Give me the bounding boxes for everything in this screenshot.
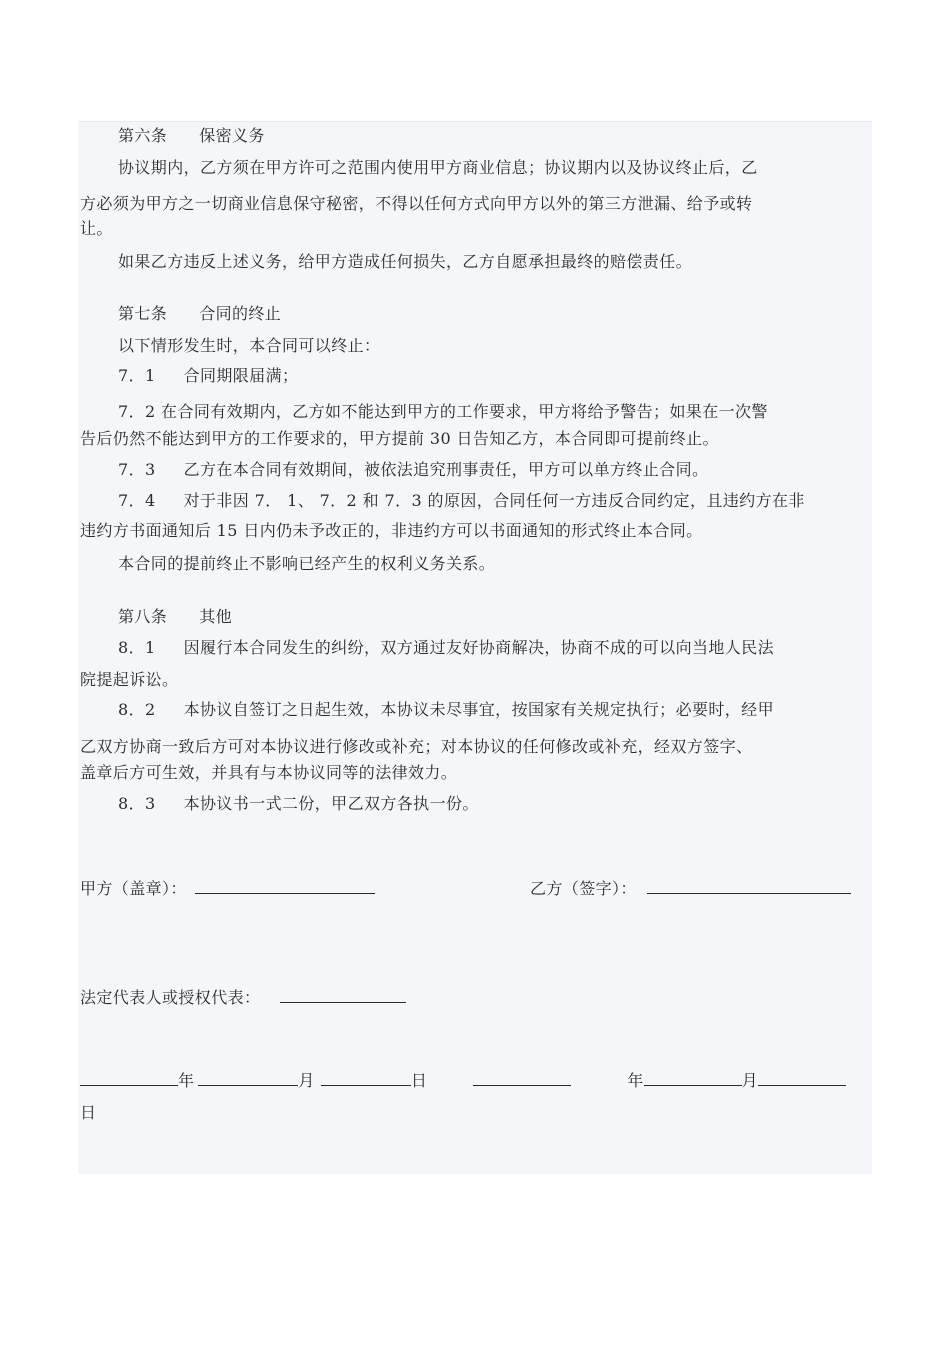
party-a-month-label: 月 <box>298 1071 315 1090</box>
article-7-number: 第七条 <box>118 304 168 323</box>
article-6-paragraph-1-line-1: 协议期内，乙方须在甲方许可之范围内使用甲方商业信息；协议期内以及协议终止后，乙 <box>118 158 758 177</box>
article-6-paragraph-1-line-2: 方必须为甲方之一切商业信息保守秘密，不得以任何方式向甲方以外的第三方泄漏、给予或转 <box>80 194 753 213</box>
article-7-title: 合同的终止 <box>199 304 282 323</box>
article-6-paragraph-2: 如果乙方违反上述义务，给甲方造成任何损失，乙方自愿承担最终的赔偿责任。 <box>118 252 693 271</box>
party-a-day-blank[interactable] <box>321 1071 411 1086</box>
article-8-number: 第八条 <box>118 607 168 626</box>
clause-8-2-line-2: 乙双方协商一致后方可对本协议进行修改或补充；对本协议的任何修改或补充，经双方签字、 <box>80 737 753 756</box>
party-a-seal-blank[interactable] <box>195 879 375 894</box>
party-b-day-label-wrapped: 日 <box>80 1103 97 1122</box>
clause-8-3-number: 8．3 <box>118 794 156 813</box>
party-a-year-blank[interactable] <box>80 1071 178 1086</box>
clause-8-2-line-3: 盖章后方可生效，并具有与本协议同等的法律效力。 <box>80 763 458 782</box>
party-a-day-label: 日 <box>410 1071 428 1090</box>
clause-8-3 <box>118 794 479 814</box>
party-b-month-blank[interactable] <box>644 1071 742 1086</box>
clause-8-1-line-1 <box>118 638 774 658</box>
party-b-sign-line <box>530 879 851 899</box>
clause-8-2-text: 本协议自签订之日起生效，本协议未尽事宜，按国家有关规定执行；必要时，经甲 <box>183 700 774 719</box>
party-b-sign-blank[interactable] <box>647 879 851 894</box>
clause-8-3-text: 本协议书一式二份，甲乙双方各执一份。 <box>183 794 479 813</box>
clause-7-3-number: 7．3 <box>118 460 156 479</box>
clause-7-4-number: 7．4 <box>118 491 156 510</box>
clause-8-1-line-2: 院提起诉讼。 <box>80 670 179 689</box>
clause-7-1-number: 7．1 <box>118 366 156 385</box>
article-7-heading <box>118 304 281 324</box>
clause-7-3 <box>118 460 708 480</box>
article-6-number: 第六条 <box>118 126 168 145</box>
clause-7-1 <box>118 366 298 386</box>
clause-7-3-text: 乙方在本合同有效期间，被依法追究刑事责任，甲方可以单方终止合同。 <box>183 460 709 479</box>
party-b-day-blank[interactable] <box>758 1071 846 1086</box>
party-b-month-label: 月 <box>741 1071 759 1090</box>
clause-7-2-line-2: 告后仍然不能达到甲方的工作要求的，甲方提前 30 日告知乙方，本合同即可提前终止。 <box>80 429 719 448</box>
clause-7-4-line-1 <box>118 491 805 511</box>
party-a-label: 甲方（盖章）： <box>80 879 187 898</box>
clause-7-4-text: 对于非因 7． 1、 7．2 和 7．3 的原因，合同任何一方违反合同约定，且违约方在非 <box>183 491 805 510</box>
article-6-paragraph-1-line-3: 让。 <box>80 219 113 238</box>
clause-8-2-line-1 <box>118 700 774 720</box>
representative-label: 法定代表人或授权代表： <box>80 988 261 1007</box>
party-b-year-blank[interactable] <box>473 1071 571 1086</box>
article-7-intro: 以下情形发生时，本合同可以终止： <box>118 336 381 355</box>
party-b-year-label: 年 <box>627 1071 644 1090</box>
article-6-title: 保密义务 <box>199 126 265 145</box>
clause-7-2-line-1: 7．2 在合同有效期内，乙方如不能达到甲方的工作要求，甲方将给予警告；如果在一次警 <box>118 402 768 421</box>
representative-blank[interactable] <box>280 988 406 1003</box>
article-6-heading <box>118 126 265 146</box>
party-b-label: 乙方（签字）： <box>530 879 637 898</box>
clause-7-1-text: 合同期限届满； <box>183 366 299 385</box>
article-8-heading <box>118 607 232 627</box>
party-a-seal-line <box>80 879 375 899</box>
article-7-closing: 本合同的提前终止不影响已经产生的权利义务关系。 <box>118 554 496 573</box>
party-a-year-label: 年 <box>178 1071 195 1090</box>
clause-7-4-line-2: 违约方书面通知后 15 日内仍未予改正的，非违约方可以书面通知的形式终止本合同。 <box>80 521 703 540</box>
party-a-month-blank[interactable] <box>198 1071 298 1086</box>
representative-line <box>80 988 406 1008</box>
clause-8-1-number: 8．1 <box>118 638 156 657</box>
clause-8-1-text: 因履行本合同发生的纠纷，双方通过友好协商解决，协商不成的可以向当地人民法 <box>183 638 774 657</box>
date-line <box>80 1071 846 1091</box>
article-8-title: 其他 <box>199 607 233 626</box>
clause-8-2-number: 8．2 <box>118 700 156 719</box>
